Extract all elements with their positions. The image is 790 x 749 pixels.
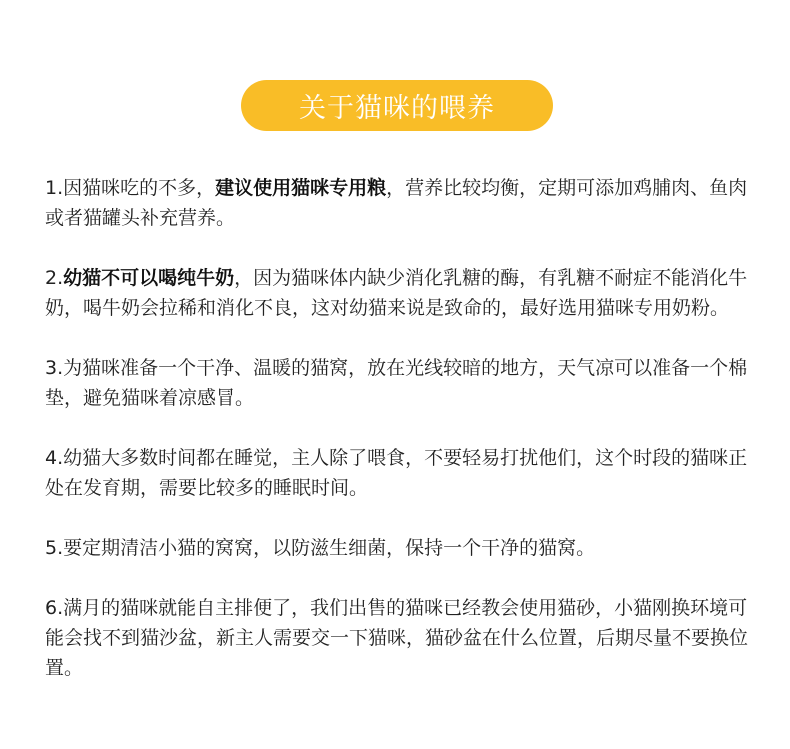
tip-text: 5.要定期清洁小猫的窝窝，以防滋生细菌，保持一个干净的猫窝。 (45, 537, 596, 559)
title-banner (241, 80, 553, 131)
tip-text: ，营养比较均衡，定期可添加鸡脯肉、鱼肉或者猫罐头补充营养。 (45, 177, 748, 229)
tip-emphasis: 幼猫不可以喝纯牛奶 (63, 267, 235, 289)
tip-paragraph-4 (45, 443, 757, 503)
tip-paragraph-5 (45, 533, 757, 563)
tip-paragraph-6 (45, 593, 757, 683)
tip-text: 4.幼猫大多数时间都在睡觉，主人除了喂食，不要轻易打扰他们，这个时段的猫咪正处在发育期，需要比较多的睡眠时间。 (45, 447, 748, 499)
tip-text: 1.因猫咪吃的不多， (45, 177, 216, 199)
page-title: 关于猫咪的喂养 (299, 93, 495, 124)
tip-text: 2. (45, 267, 64, 289)
feeding-tips-list (45, 173, 757, 683)
tip-emphasis: 建议使用猫咪专用粮 (215, 177, 387, 199)
tip-paragraph-2 (45, 263, 757, 323)
tip-paragraph-3 (45, 353, 757, 413)
tip-text: ，因为猫咪体内缺少消化乳糖的酶，有乳糖不耐症不能消化牛奶，喝牛奶会拉稀和消化不良，这对幼猫来说是致命的，最好选用猫咪专用奶粉。 (45, 267, 748, 319)
tip-paragraph-1 (45, 173, 757, 233)
tip-text: 6.满月的猫咪就能自主排便了，我们出售的猫咪已经教会使用猫砂，小猫刚换环境可能会找不到猫沙盆，新主人需要交一下猫咪，猫砂盆在什么位置，后期尽量不要换位置。 (45, 597, 749, 679)
tip-text: 3.为猫咪准备一个干净、温暖的猫窝，放在光线较暗的地方，天气凉可以准备一个棉垫，避免猫咪着凉感冒。 (45, 357, 748, 409)
